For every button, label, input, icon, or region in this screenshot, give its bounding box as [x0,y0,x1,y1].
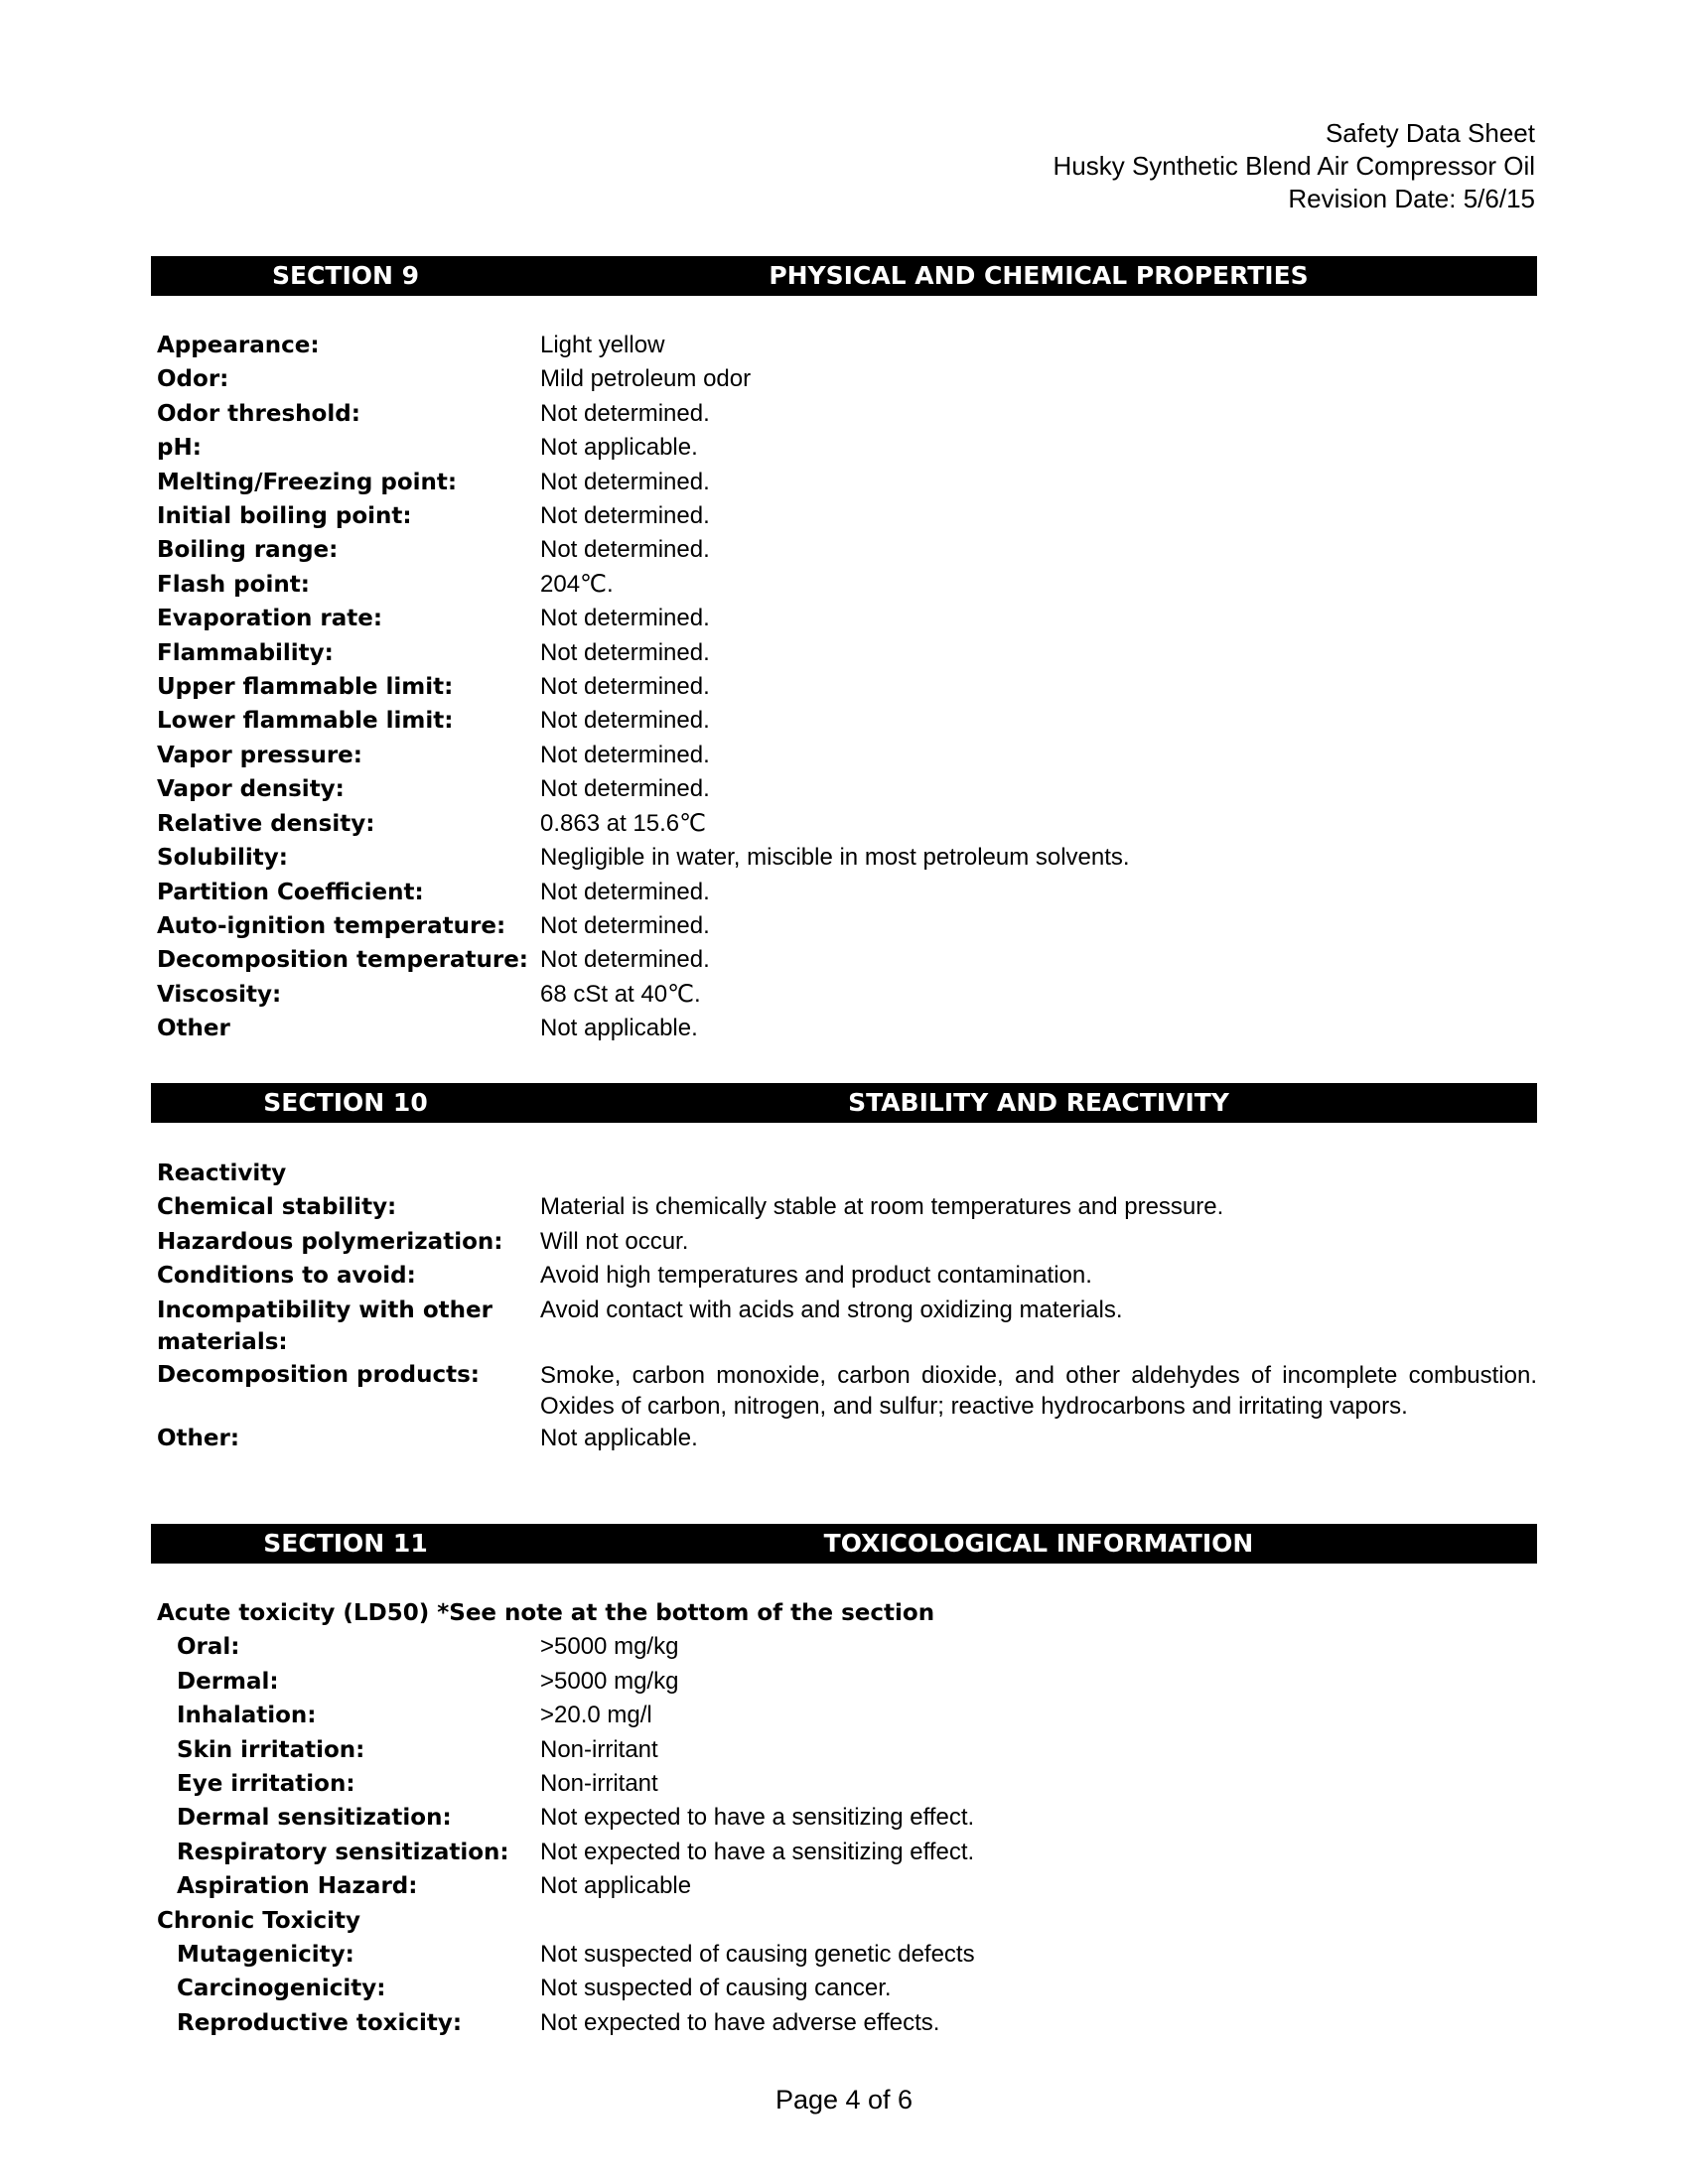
prop-label: Appearance: [157,333,320,358]
prop-label: Reproductive toxicity: [177,2009,463,2036]
doc-type: Safety Data Sheet [1325,118,1535,148]
prop-label: Carcinogenicity: [177,1976,386,2002]
prop-label: Oral: [177,1634,240,1661]
prop-label: Solubility: [157,845,288,872]
section-9-number: SECTION 9 [271,261,420,290]
prop-label: Boiling range: [157,537,339,564]
prop-value: Not determined. [540,707,710,735]
prop-row [157,1157,1537,1190]
prop-value: Not applicable. [540,1015,698,1042]
prop-value: Avoid contact with acids and strong oxidizing materials. [540,1296,1123,1323]
revision-date: Revision Date: 5/6/15 [1288,184,1535,213]
section-9-properties [157,329,1537,1046]
prop-row [157,397,1537,431]
prop-row [157,909,1537,943]
prop-value: Not determined. [540,399,710,427]
prop-value: Not determined. [540,878,710,905]
prop-value: 0.863 at 15.6℃ [540,809,707,837]
prop-label: Chemical stability: [157,1194,397,1221]
acute-toxicity-heading: Acute toxicity (LD50) *See note at the bottom of the section [157,1600,935,1626]
prop-row [157,1294,1537,1358]
section-9-title: PHYSICAL AND CHEMICAL PROPERTIES [769,261,1309,290]
prop-row [157,1972,1537,2005]
prop-row [157,1259,1537,1293]
prop-row [157,943,1537,977]
prop-label: Odor: [157,366,229,393]
prop-label: Hazardous polymerization: [157,1228,503,1255]
page-number: Page 4 of 6 [774,2085,914,2115]
prop-value: Not determined. [540,741,710,768]
prop-value: 204℃. [540,570,614,598]
prop-row [157,499,1537,533]
chronic-heading-row [157,1904,1537,1938]
prop-label: Viscosity: [157,981,282,1008]
section-11-properties [157,1596,1537,2040]
chronic-toxicity-heading: Chronic Toxicity [157,1907,360,1934]
prop-label: Vapor pressure: [157,742,362,768]
prop-value: Material is chemically stable at room temperatures and pressure. [540,1193,1224,1221]
prop-row [157,1836,1537,1869]
prop-row [157,807,1537,841]
prop-value: Smoke, carbon monoxide, carbon dioxide, and other aldehydes of incomplete combustion. Oxides of carbon, nitrogen, and sulfur; reactive hydrocarbons and irritating vapors. [540,1361,1537,1420]
prop-row [157,841,1537,875]
prop-value: Not determined. [540,502,710,530]
prop-value: Not applicable. [540,434,698,462]
prop-row [157,704,1537,738]
prop-label: Eye irritation: [177,1771,355,1798]
prop-row [157,1869,1537,1903]
prop-value: Not applicable [540,1872,692,1900]
prop-value: Not expected to have a sensitizing effect. [540,1838,975,1865]
prop-value: Light yellow [540,332,665,358]
prop-value [540,1157,1537,1190]
prop-label: Mutagenicity: [177,1942,354,1969]
prop-label: Other: [157,1425,240,1451]
prop-label: Respiratory sensitization: [177,1839,509,1865]
prop-value: Not expected to have adverse effects. [540,2008,940,2036]
prop-row [157,431,1537,465]
prop-value: Negligible in water, miscible in most petroleum solvents. [540,844,1130,872]
prop-row [157,1358,1537,1422]
prop-label: Relative density: [157,810,375,837]
prop-row [157,1801,1537,1835]
prop-row [157,329,1537,362]
prop-row [157,1733,1537,1767]
prop-row [157,1665,1537,1699]
prop-label: Other [157,1016,230,1042]
prop-row [157,568,1537,602]
prop-row [157,1190,1537,1224]
prop-value: Mild petroleum odor [540,365,752,393]
prop-value: Not determined. [540,536,710,564]
prop-row [157,533,1537,567]
prop-row [157,772,1537,806]
prop-label: Odor threshold: [157,400,360,427]
prop-value: Not determined. [540,946,710,974]
prop-label: Decomposition temperature: [157,947,528,974]
prop-label: Vapor density: [157,776,345,803]
prop-value: >20.0 mg/l [540,1702,652,1729]
prop-row [157,636,1537,670]
prop-label: Aspiration Hazard: [177,1873,418,1900]
prop-label: Initial boiling point: [157,503,412,530]
prop-label: Flash point: [157,571,310,598]
prop-label: Inhalation: [177,1703,317,1729]
prop-value: Not determined. [540,468,710,495]
prop-row [157,2006,1537,2040]
prop-label: Evaporation rate: [157,606,383,632]
prop-label: Auto-ignition temperature: [157,912,506,939]
section-10-title: STABILITY AND REACTIVITY [848,1088,1229,1117]
prop-row [157,1422,1537,1455]
prop-value: Not determined. [540,605,710,632]
prop-value: Non-irritant [540,1735,658,1763]
prop-value: Not determined. [540,673,710,701]
section-11-number: SECTION 11 [263,1529,428,1558]
prop-row [157,1938,1537,1972]
prop-value: >5000 mg/kg [540,1667,679,1695]
prop-row [157,1630,1537,1664]
prop-value: Not expected to have a sensitizing effect. [540,1804,975,1832]
prop-value: Not suspected of causing cancer. [540,1975,892,2002]
prop-row [157,1012,1537,1045]
prop-value: 68 cSt at 40℃. [540,980,701,1008]
section-11-title: TOXICOLOGICAL INFORMATION [823,1529,1254,1558]
section-10-number: SECTION 10 [263,1088,428,1117]
prop-label: Reactivity [157,1160,287,1186]
prop-row [157,466,1537,499]
prop-value: Will not occur. [540,1227,689,1255]
prop-row [157,739,1537,772]
section-10-bar [151,1083,1537,1123]
prop-label: Dermal sensitization: [177,1805,452,1832]
prop-label: Melting/Freezing point: [157,469,458,495]
prop-label: Partition Coefficient: [157,879,424,905]
prop-row [157,670,1537,704]
product-name: Husky Synthetic Blend Air Compressor Oil [1053,151,1535,181]
prop-value: Not applicable. [540,1424,698,1451]
prop-value: Avoid high temperatures and product contamination. [540,1262,1092,1290]
prop-value: Not suspected of causing genetic defects [540,1941,975,1969]
acute-heading-row [157,1596,1537,1630]
section-10-properties [157,1157,1537,1455]
prop-value: Not determined. [540,775,710,803]
prop-row [157,1225,1537,1259]
prop-label: Lower flammable limit: [157,708,454,735]
prop-value: Not determined. [540,638,710,666]
prop-row [157,978,1537,1012]
prop-label: Conditions to avoid: [157,1263,416,1290]
prop-row [157,876,1537,909]
prop-label: Flammability: [157,639,334,666]
prop-value: Not determined. [540,911,710,939]
prop-value: Non-irritant [540,1770,658,1798]
section-9-bar [151,256,1537,296]
prop-label: Incompatibility with other materials: [157,1297,492,1355]
prop-row [157,362,1537,396]
prop-label: pH: [157,435,202,462]
section-11-bar [151,1524,1537,1564]
prop-row [157,602,1537,635]
prop-row [157,1767,1537,1801]
prop-label: Skin irritation: [177,1736,365,1763]
prop-value: >5000 mg/kg [540,1633,679,1661]
prop-row [157,1699,1537,1732]
prop-label: Decomposition products: [157,1361,480,1388]
prop-label: Upper flammable limit: [157,674,454,701]
document-header [1053,117,1535,215]
prop-label: Dermal: [177,1668,279,1695]
